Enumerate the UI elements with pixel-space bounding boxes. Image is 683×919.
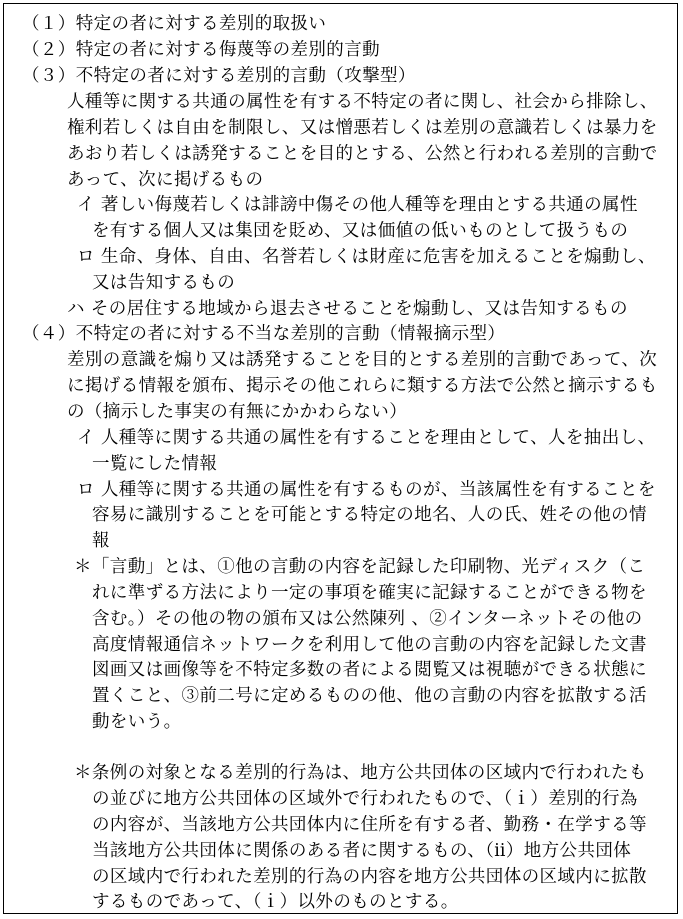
section-4-body-line: に掲げる情報を頒布、掲示その他これらに類する方法で公然と摘示するも (67, 376, 658, 396)
section-4-item-ro-cont: 報 (92, 531, 110, 551)
section-3-item-i-cont: を有する個人又は集団を貶め、又は価値の低いものとして扱うもの (92, 221, 629, 241)
section-3-body-line: あおり若しくは誘発することを目的とする、公然と行われる差別的言動で (67, 144, 658, 164)
section-4-item-i-cont: 一覧にした情報 (92, 454, 218, 474)
section-1-heading: （１）特定の者に対する差別的取扱い (22, 14, 327, 34)
document-frame (3, 3, 678, 914)
note-1-line: 置くこと、③前二号に定めるものの他、他の言動の内容を拡散する活 (92, 686, 647, 706)
note-1-line: 動をいう。 (92, 712, 182, 732)
note-2-line: の内容が、当該地方公共団体内に住所を有する者、勤務・在学する等 (92, 815, 647, 835)
note-2-line: するものであって、（ｉ）以外のものとする。 (92, 892, 459, 912)
section-4-heading: （４）不特定の者に対する不当な差別的言動（情報摘示型） (22, 324, 506, 344)
section-3-item-ha: ハ その居住する地域から退去させることを煽動し、又は告知するもの (67, 299, 628, 319)
section-2-heading: （２）特定の者に対する侮蔑等の差別的言動 (22, 40, 380, 60)
note-2-line: の区域内で行われた差別的行為の内容を地方公共団体の区域内に拡散 (92, 867, 647, 887)
section-4-item-ro-cont: 容易に識別することを可能とする特定の地名、人の氏、姓その他の情 (92, 505, 647, 525)
note-1-line: ＊「言動」とは、①他の言動の内容を記録した印刷物、光ディスク（こ (74, 557, 646, 577)
note-2-line: ＊条例の対象となる差別的行為は、地方公共団体の区域内で行われたも (74, 763, 647, 783)
section-3-item-ro: ロ 生命、身体、自由、名誉若しくは財産に危害を加えることを煽動し、 (77, 247, 656, 267)
section-3-body-line: 人種等に関する共通の属性を有する不特定の者に関し、社会から排除し、 (67, 92, 658, 112)
note-2-line: の並びに地方公共団体の区域外で行われたもので、（ｉ）差別的行為 (92, 789, 638, 809)
section-3-item-ro-cont: 又は告知するもの (92, 273, 236, 293)
note-2-line: 当該地方公共団体に関係のある者に関するもの、（ⅱ）地方公共団体 (92, 841, 632, 861)
section-4-item-ro: ロ 人種等に関する共通の属性を有するものが、当該属性を有することを (77, 480, 656, 500)
section-4-body-line: の（摘示した事実の有無にかかわらない） (67, 402, 408, 422)
note-1-line: 図画又は画像等を不特定多数の者による閲覧又は視聴ができる状態に (92, 660, 647, 680)
section-3-heading: （３）不特定の者に対する差別的言動（攻撃型） (22, 66, 416, 86)
note-1-line: 高度情報通信ネットワークを利用して他の言動の内容を記録した文書 (92, 635, 647, 655)
section-3-item-i: イ 著しい侮蔑若しくは誹謗中傷その他人種等を理由とする共通の属性 (77, 195, 638, 215)
note-1-line: れに準ずる方法により一定の事項を確実に記録することができる物を (92, 583, 647, 603)
section-4-body-line: 差別の意識を煽り又は誘発することを目的とする差別的言動であって、次 (67, 350, 658, 370)
section-4-item-i: イ 人種等に関する共通の属性を有することを理由として、人を抽出し、 (77, 428, 656, 448)
section-3-body-line: 権利若しくは自由を制限し、又は憎悪若しくは差別の意識若しくは暴力を (67, 118, 658, 138)
note-1-line: 含む。）その他の物の頒布又は公然陳列 、②インターネットその他の (92, 609, 643, 629)
section-3-body-line: あって、次に掲げるもの (67, 170, 264, 190)
